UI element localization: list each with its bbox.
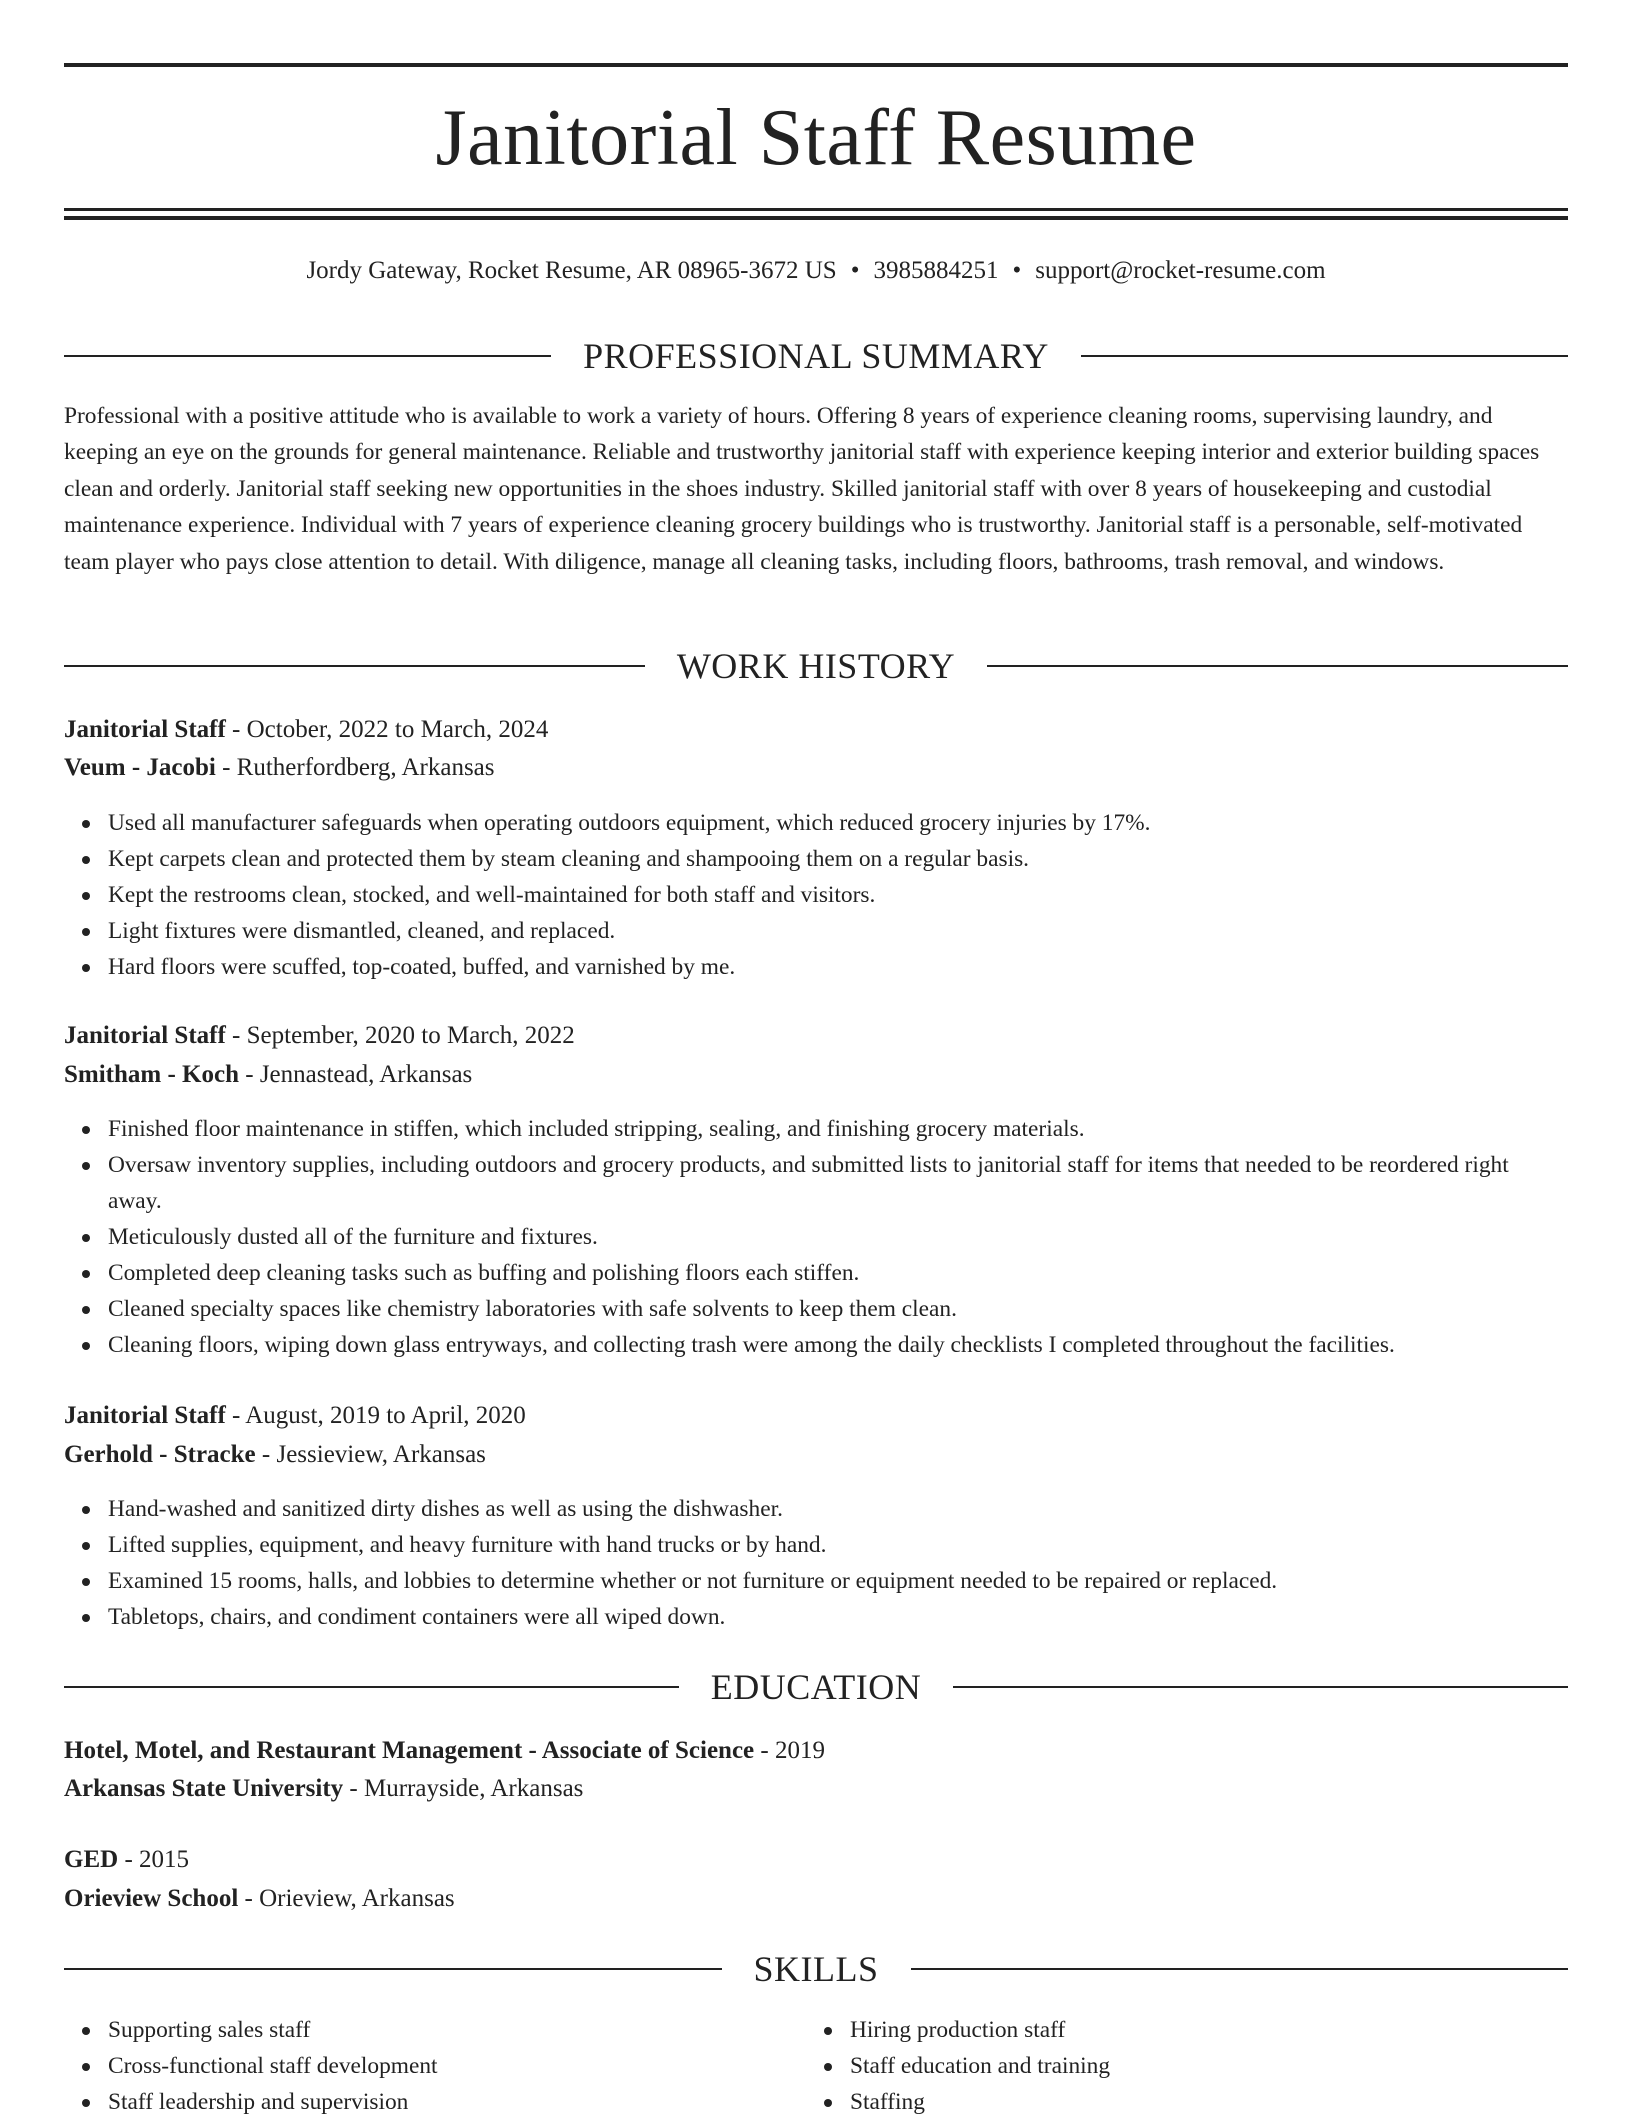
- education-location: - Orieview, Arkansas: [238, 1885, 455, 1912]
- contact-separator: •: [1012, 257, 1022, 284]
- heading-rule: [953, 1686, 1568, 1688]
- job-location: - Jessieview, Arkansas: [255, 1441, 486, 1468]
- job-duties-list: [64, 1491, 1568, 1635]
- list-item: Tabletops, chairs, and condiment containers were all wiped down.: [108, 1599, 1568, 1635]
- skill-item: Cross-functional staff development: [108, 2048, 804, 2084]
- job-dates: - October, 2022 to March, 2024: [225, 716, 549, 743]
- heading-rule: [64, 665, 645, 667]
- job-company-line: [64, 750, 1568, 786]
- job-company: Veum - Jacobi: [64, 754, 216, 781]
- section-heading-skills: [64, 1947, 1568, 1991]
- section-heading-work-history: [64, 644, 1568, 688]
- job-company: Smitham - Koch: [64, 1061, 239, 1088]
- job-duties-list: [64, 1111, 1568, 1363]
- section-title: SKILLS: [753, 1949, 879, 1989]
- skill-item: Hiring production staff: [850, 2012, 1546, 2048]
- summary-text: Professional with a positive attitude who is available to work a variety of hours. Offering 8 years of experience cleaning rooms, supervising laundry, and keeping an eye on the grounds for general maintenance. Reliable and trustworthy janitorial staff with experience keeping interior and exterior building spaces clean and orderly. Janitorial staff seeking new opportunities in the shoes industry. Skilled janitorial staff with over 8 years of housekeeping and custodial maintenance experience. Individual with 7 years of experience cleaning grocery buildings who is trustworthy. Janitorial staff is a personable, self-motivated team player who pays close attention to detail. With diligence, manage all cleaning tasks, including floors, bathrooms, trash removal, and windows.: [64, 403, 1540, 575]
- section-title: EDUCATION: [710, 1667, 922, 1707]
- list-item: Lifted supplies, equipment, and heavy furniture with hand trucks or by hand.: [108, 1527, 1568, 1563]
- heading-rule: [64, 1968, 722, 1970]
- skill-item: Staff leadership and supervision: [108, 2084, 804, 2120]
- contact-email: support@rocket-resume.com: [1035, 257, 1326, 284]
- contact-address: Jordy Gateway, Rocket Resume, AR 08965-3672 US: [306, 257, 837, 284]
- education-school: Arkansas State University: [64, 1775, 344, 1802]
- job-title-line: [64, 712, 1568, 748]
- education-school: Orieview School: [64, 1885, 239, 1912]
- section-title: PROFESSIONAL SUMMARY: [583, 336, 1049, 376]
- title-rule-upper: [64, 208, 1568, 211]
- top-rule: [64, 63, 1568, 67]
- list-item: Finished floor maintenance in stiffen, which included stripping, sealing, and finishing grocery materials.: [108, 1111, 1568, 1147]
- job-dates: - August, 2019 to April, 2020: [225, 1402, 526, 1429]
- education-year: - 2019: [754, 1737, 825, 1764]
- job-company-line: [64, 1437, 1568, 1473]
- list-item: Hard floors were scuffed, top-coated, buffed, and varnished by me.: [108, 949, 1568, 985]
- contact-separator: •: [850, 257, 860, 284]
- education-school-line: [64, 1771, 1568, 1807]
- list-item: Oversaw inventory supplies, including outdoors and grocery products, and submitted lists to janitorial staff for items that needed to be reordered right away.: [108, 1147, 1568, 1219]
- job-title: Janitorial Staff: [64, 716, 226, 743]
- education-year: - 2015: [118, 1846, 190, 1873]
- education-degree-line: [64, 1842, 1568, 1878]
- skill-item: Supporting sales staff: [108, 2012, 804, 2048]
- heading-rule: [64, 355, 551, 357]
- job-title: Janitorial Staff: [64, 1022, 226, 1049]
- job-title: Janitorial Staff: [64, 1402, 226, 1429]
- list-item: Meticulously dusted all of the furniture and fixtures.: [108, 1219, 1568, 1255]
- list-item: Cleaned specialty spaces like chemistry laboratories with safe solvents to keep them clean.: [108, 1291, 1568, 1327]
- job-company-line: [64, 1057, 1568, 1093]
- document-title: Janitorial Staff Resume: [435, 94, 1197, 182]
- skills-list-left: [64, 2012, 804, 2120]
- list-item: Light fixtures were dismantled, cleaned, and replaced.: [108, 913, 1568, 949]
- job-duties-list: [64, 805, 1568, 985]
- skill-item: Staff education and training: [850, 2048, 1546, 2084]
- education-degree-line: [64, 1733, 1568, 1769]
- title-rule-lower: [64, 216, 1568, 220]
- list-item: Completed deep cleaning tasks such as buffing and polishing floors each stiffen.: [108, 1255, 1568, 1291]
- list-item: Examined 15 rooms, halls, and lobbies to determine whether or not furniture or equipment needed to be repaired or replaced.: [108, 1563, 1568, 1599]
- job-title-line: [64, 1398, 1568, 1434]
- section-title: WORK HISTORY: [676, 646, 956, 686]
- education-location: - Murrayside, Arkansas: [343, 1775, 584, 1802]
- contact-phone: 3985884251: [873, 257, 999, 284]
- list-item: Hand-washed and sanitized dirty dishes as well as using the dishwasher.: [108, 1491, 1568, 1527]
- job-dates: - September, 2020 to March, 2022: [225, 1022, 575, 1049]
- job-title-line: [64, 1018, 1568, 1054]
- list-item: Kept carpets clean and protected them by steam cleaning and shampooing them on a regular basis.: [108, 841, 1568, 877]
- heading-rule: [911, 1968, 1569, 1970]
- heading-rule: [64, 1686, 679, 1688]
- section-heading-summary: [64, 334, 1568, 378]
- section-heading-education: [64, 1665, 1568, 1709]
- skill-item: Staffing: [850, 2084, 1546, 2120]
- list-item: Cleaning floors, wiping down glass entryways, and collecting trash were among the daily checklists I completed throughout the facilities.: [108, 1327, 1568, 1363]
- list-item: Kept the restrooms clean, stocked, and well-maintained for both staff and visitors.: [108, 877, 1568, 913]
- job-location: - Jennastead, Arkansas: [239, 1061, 473, 1088]
- job-location: - Rutherfordberg, Arkansas: [215, 754, 495, 781]
- education-school-line: [64, 1881, 1568, 1917]
- education-degree: Hotel, Motel, and Restaurant Management - Associate of Science: [64, 1737, 755, 1764]
- skills-list-right: [806, 2012, 1546, 2120]
- heading-rule: [1081, 355, 1568, 357]
- education-degree: GED: [64, 1846, 119, 1873]
- job-company: Gerhold - Stracke: [64, 1441, 256, 1468]
- list-item: Used all manufacturer safeguards when operating outdoors equipment, which reduced grocery injuries by 17%.: [108, 805, 1568, 841]
- heading-rule: [987, 665, 1568, 667]
- contact-line: [64, 254, 1568, 288]
